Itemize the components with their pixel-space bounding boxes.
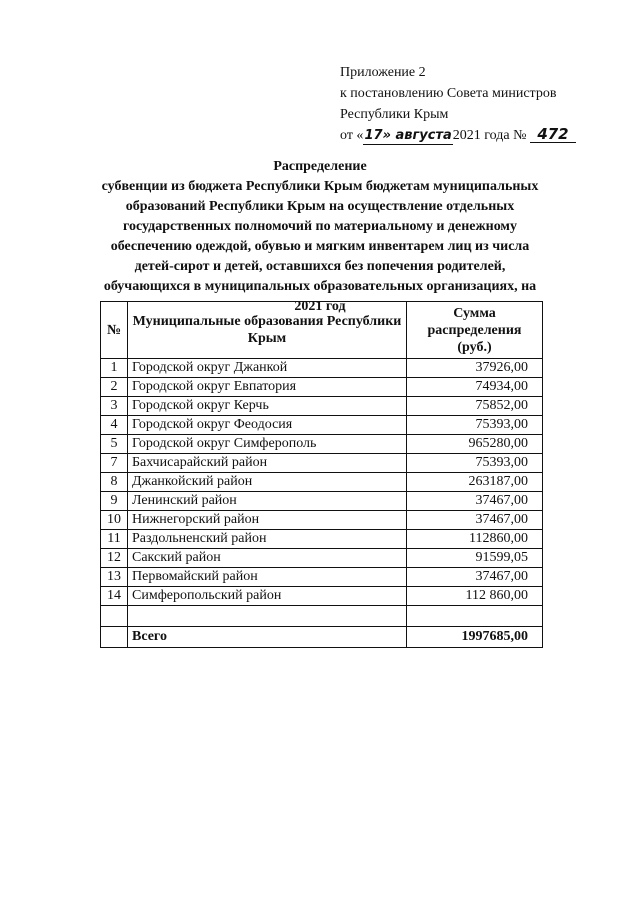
appendix-line-1: Приложение 2	[340, 65, 426, 80]
table-row	[101, 454, 543, 473]
header-municipality: Муниципальные образования Республики Крым	[128, 302, 407, 359]
row-number: 2	[101, 378, 128, 397]
row-sum: 37467,00	[407, 492, 543, 511]
row-municipality: Городской округ Керчь	[128, 397, 407, 416]
row-sum: 74934,00	[407, 378, 543, 397]
table-row	[101, 549, 543, 568]
row-sum: 37467,00	[407, 568, 543, 587]
row-sum: 91599,05	[407, 549, 543, 568]
row-municipality: Ленинский район	[128, 492, 407, 511]
row-municipality: Первомайский район	[128, 568, 407, 587]
table-row	[101, 435, 543, 454]
table-row	[101, 378, 543, 397]
empty-cell	[407, 606, 543, 627]
row-number: 5	[101, 435, 128, 454]
row-sum: 263187,00	[407, 473, 543, 492]
header-number: №	[101, 302, 128, 359]
row-number: 13	[101, 568, 128, 587]
year-text: 2021 года №	[452, 128, 527, 143]
row-number: 10	[101, 511, 128, 530]
total-label: Всего	[128, 627, 407, 648]
table-row-empty	[101, 606, 543, 627]
row-municipality: Бахчисарайский район	[128, 454, 407, 473]
row-municipality: Городской округ Симферополь	[128, 435, 407, 454]
row-sum: 965280,00	[407, 435, 543, 454]
row-municipality: Джанкойский район	[128, 473, 407, 492]
row-number: 7	[101, 454, 128, 473]
row-sum: 75393,00	[407, 454, 543, 473]
title-heading: Распределение	[273, 159, 367, 174]
row-sum: 37467,00	[407, 511, 543, 530]
row-number: 12	[101, 549, 128, 568]
row-number: 14	[101, 587, 128, 606]
row-municipality: Городской округ Евпатория	[128, 378, 407, 397]
table-body	[101, 359, 543, 648]
row-municipality: Симферопольский район	[128, 587, 407, 606]
row-sum: 75852,00	[407, 397, 543, 416]
row-number: 8	[101, 473, 128, 492]
table-header-row	[101, 302, 543, 359]
title-body: субвенции из бюджета Республики Крым бюджетам муниципальных образований Республики Крым на осуществление отдельных государственных полномочий по материальному и денежному обеспечению одеждой, обувью и мягким инвентарем лиц из числа детей-сирот и детей, оставшихся без попечения родителей, обучающихся в муниципальных образовательных организациях, на 2021 год	[101, 179, 539, 314]
distribution-table	[100, 301, 543, 648]
row-sum: 112 860,00	[407, 587, 543, 606]
header-sum: Сумма распределения (руб.)	[407, 302, 543, 359]
row-municipality: Городской округ Феодосия	[128, 416, 407, 435]
table-row	[101, 492, 543, 511]
table-row	[101, 473, 543, 492]
row-sum: 37926,00	[407, 359, 543, 378]
document-title	[100, 157, 540, 317]
row-municipality: Нижнегорский район	[128, 511, 407, 530]
row-municipality: Раздольненский район	[128, 530, 407, 549]
table-row	[101, 359, 543, 378]
appendix-line-2: к постановлению Совета министров	[340, 86, 557, 101]
table-row	[101, 587, 543, 606]
date-prefix: от «	[340, 128, 364, 143]
row-number: 11	[101, 530, 128, 549]
row-sum: 112860,00	[407, 530, 543, 549]
handwritten-number: 472	[530, 126, 576, 143]
table-total-row	[101, 627, 543, 648]
appendix-line-3: Республики Крым	[340, 107, 449, 122]
table-row	[101, 568, 543, 587]
handwritten-date: 17» августа	[364, 128, 452, 143]
table-row	[101, 530, 543, 549]
table-row	[101, 397, 543, 416]
total-number-cell	[101, 627, 128, 648]
row-number: 3	[101, 397, 128, 416]
empty-cell	[128, 606, 407, 627]
row-number: 9	[101, 492, 128, 511]
row-sum: 75393,00	[407, 416, 543, 435]
appendix-date-line	[340, 125, 576, 146]
row-municipality: Городской округ Джанкой	[128, 359, 407, 378]
table-row	[101, 416, 543, 435]
row-number: 1	[101, 359, 128, 378]
appendix-block	[340, 62, 576, 146]
empty-cell	[101, 606, 128, 627]
table-row	[101, 511, 543, 530]
total-sum: 1997685,00	[407, 627, 543, 648]
row-municipality: Сакский район	[128, 549, 407, 568]
row-number: 4	[101, 416, 128, 435]
